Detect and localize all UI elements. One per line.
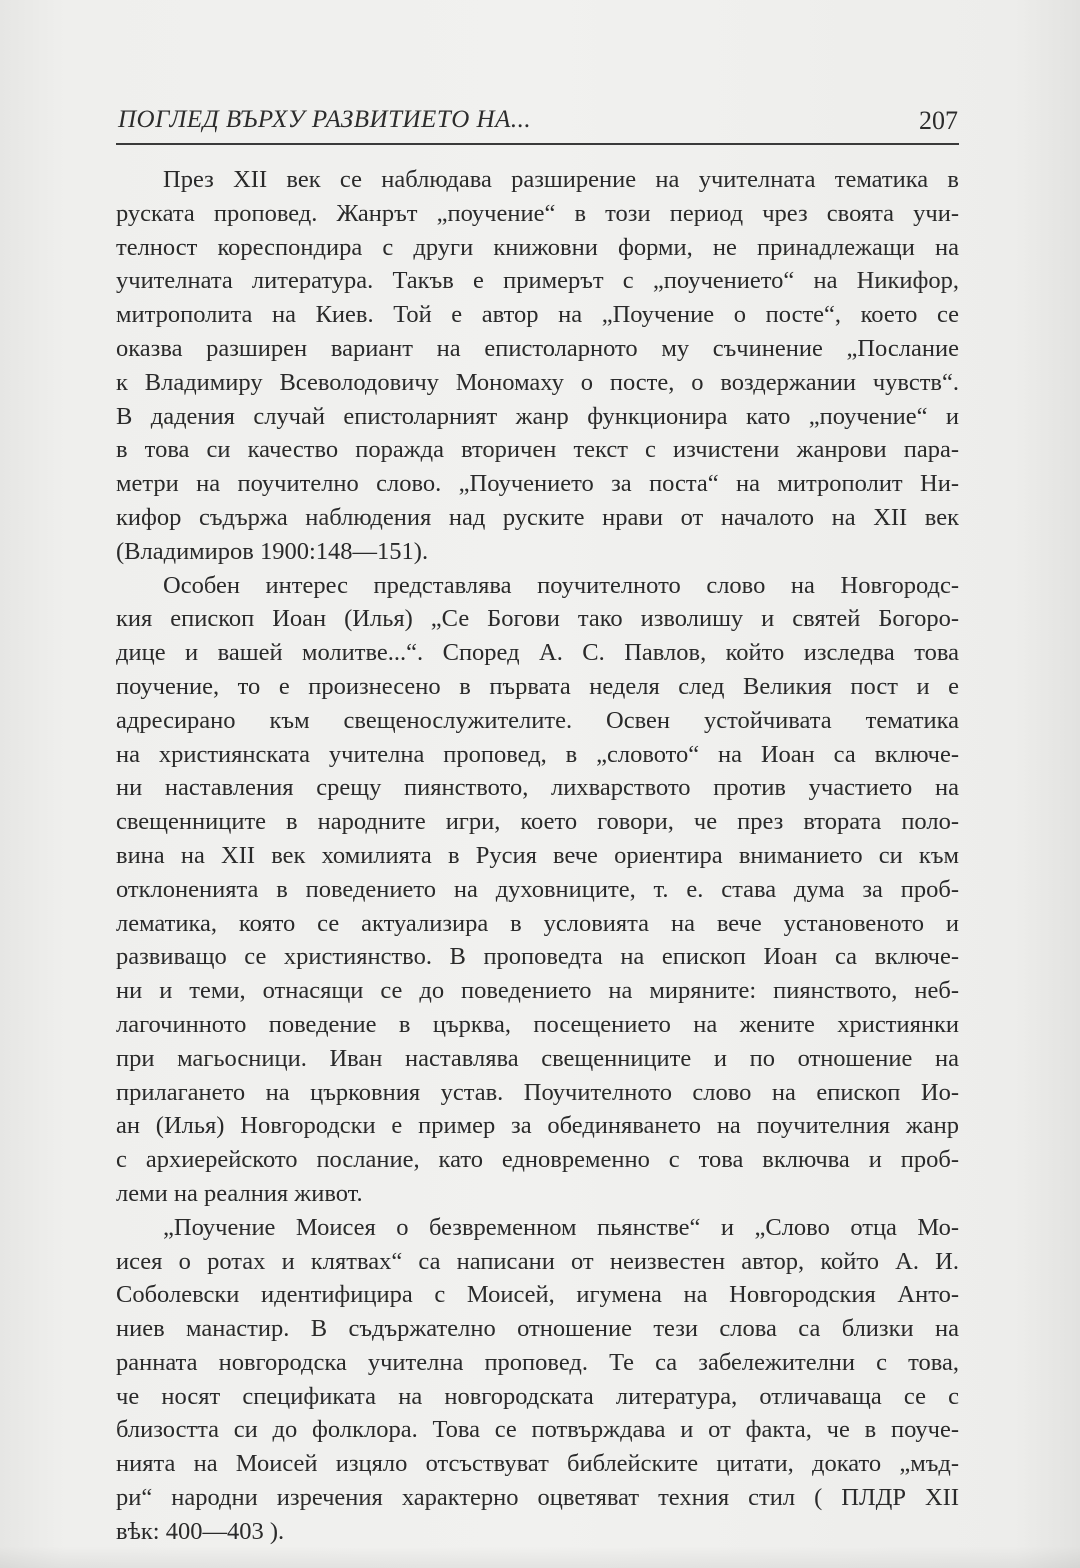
text-line: метри на поучително слово. „Поучението за поста“ на митрополит Ни-	[116, 470, 959, 498]
text-line: ри“ народни изречения характерно оцветяват техния стил ( ПЛДР XII	[116, 1484, 959, 1512]
text-line: ни и теми, отнасящи се до поведението на миряните: пиянството, неб-	[116, 977, 959, 1005]
text-line: леми на реалния живот.	[116, 1179, 363, 1207]
text-line: на християнската учителна проповед, в „словото“ на Иоан са включе-	[116, 740, 959, 768]
text-line: оказва разширен вариант на епистоларното му съчинение „Послание	[116, 334, 959, 362]
text-line: поучение, то е произнесено в първата неделя след Великия пост и е	[116, 672, 959, 700]
running-header	[118, 104, 958, 144]
text-line: руската проповед. Жанрът „поучение“ в този период чрез своята учи-	[116, 199, 959, 227]
header-rule	[116, 143, 959, 145]
text-line: (Владимиров 1900:148—151).	[116, 537, 429, 565]
body-text	[116, 163, 959, 1549]
text-line: кия епископ Иоан (Илья) „Се Богови тако изволишу и святей Богоро-	[116, 605, 959, 633]
text-line: ниев манастир. В съдържателно отношение тези слова са близки на	[116, 1315, 959, 1343]
text-line: кифор съдържа наблюдения над руските нрави от началото на XII век	[116, 503, 959, 531]
text-line: в това си качество поражда вторичен текст с изчистени жанрови пара-	[116, 436, 959, 464]
text-line: „Поучение Моисея о безвременном пьянстве“ и „Слово отца Мо-	[163, 1213, 959, 1241]
text-line: с архиерейското послание, като едновременно с това включва и проб-	[116, 1146, 959, 1174]
text-line: свещенниците в народните игри, което говори, че през втората поло-	[116, 808, 959, 836]
text-line: В дадения случай епистоларният жанр функционира като „поучение“ и	[116, 402, 959, 430]
text-line: учителната литература. Такъв е примерът с „поучението“ на Никифор,	[116, 267, 959, 295]
text-line: През XII век се наблюдава разширение на учителната тематика в	[163, 166, 959, 193]
text-line: лематика, която се актуализира в условията на вече установеното и	[116, 909, 959, 937]
text-line: вина на XII век хомилията в Русия вече ориентира вниманието си към	[116, 841, 959, 869]
text-line: отклоненията в поведението на духовниците, т. е. става дума за проб-	[116, 875, 959, 903]
text-line: ан (Илья) Новгородски е пример за обединяването на поучителния жанр	[116, 1112, 959, 1140]
text-line: при магьосници. Иван наставлява свещенниците и по отношение на	[116, 1044, 959, 1072]
text-line: митрополита на Киев. Той е автор на „Поучение о посте“, което се	[116, 301, 959, 329]
text-line: вѣк: 400—403 ).	[116, 1517, 285, 1545]
text-line: к Владимиру Всеволодовичу Мономаху о посте, о воздержании чувств“.	[116, 368, 959, 396]
page-number: 207	[919, 106, 958, 135]
text-line: нията на Моисей изцяло отсъствуват библейските цитати, докато „мъд-	[116, 1450, 959, 1478]
text-line: исея о ротах и клятвах“ са написани от неизвестен автор, който А. И.	[116, 1247, 959, 1275]
text-line: дице и вашей молитве...“. Според А. С. Павлов, който изследва това	[116, 639, 959, 667]
text-line: че носят спецификата на новгородската литература, отличаваща се с	[116, 1382, 959, 1410]
text-line: Особен интерес представлява поучителното слово на Новгородс-	[163, 571, 959, 599]
text-line: Соболевски идентифицира с Моисей, игумена на Новгородския Анто-	[116, 1281, 959, 1309]
text-line: адресирано към свещенослужителите. Освен устойчивата тематика	[116, 706, 959, 734]
text-line: телност кореспондира с други книжовни форми, не принадлежащи на	[116, 233, 959, 261]
text-line: развиващо се християнство. В проповедта на епископ Иоан са включе-	[116, 943, 959, 971]
running-title: ПОГЛЕД ВЪРХУ РАЗВИТИЕТО НА...	[118, 106, 532, 133]
text-line: ни наставления срещу пиянството, лихварството против участието на	[116, 774, 959, 802]
text-line: прилагането на църковния устав. Поучителното слово на епископ Ио-	[116, 1078, 959, 1106]
text-line: лагочинното поведение в църква, посещението на жените християнки	[116, 1010, 959, 1038]
page-bottom-edge	[0, 1546, 1080, 1568]
text-line: ранната новгородска учителна проповед. Те са забележителни с това,	[116, 1348, 959, 1376]
text-line: близостта си до фолклора. Това се потвърждава и от факта, че в поуче-	[116, 1416, 959, 1444]
